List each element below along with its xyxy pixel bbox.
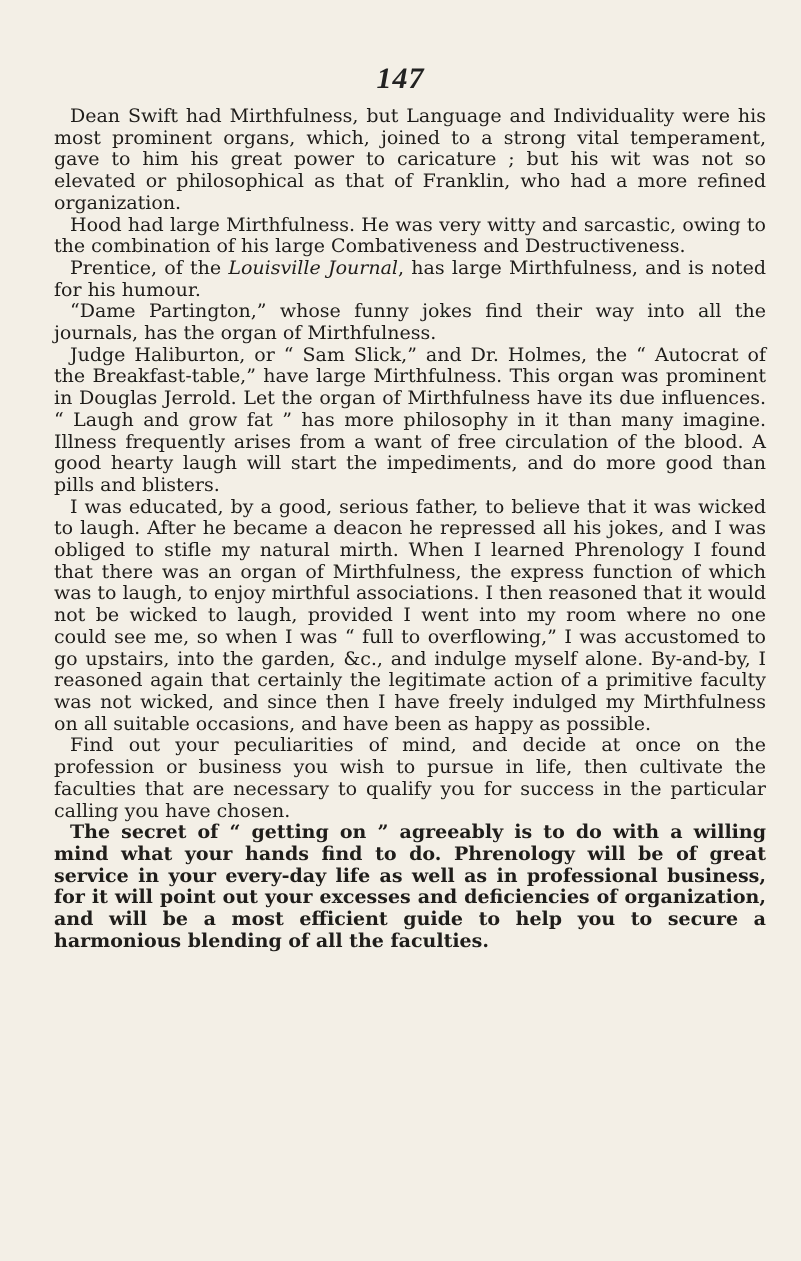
- prentice-after: , has large Mirthfulness, and is noted for his humour.: [54, 256, 766, 301]
- paragraph-swift: Dean Swift had Mirthfulness, but Language and Individuality were his most prominent organs, which, joined to a strong vital temperament, gave to him his great power to caricature ; but his wit was not so elevated or philosophical as that of Franklin, who had a more refined organization.: [54, 105, 766, 214]
- paragraph-educated: I was educated, by a good, serious father, to believe that it was wicked to laugh. After he became a deacon he repressed all his jokes, and I was obliged to stifle my natural mirth. When I learned Phrenology I found that there was an organ of Mirthfulness, the express function of which was to laugh, to enjoy mirthful associations. I then reasoned that it would not be wicked to laugh, provided I went into my room where no one could see me, so when I was “ full to overflowing,” I was accustomed to go upstairs, into the garden, &c., and indulge myself alone. By-and-by, I reasoned again that certainly the legitimate action of a primitive faculty was not wicked, and since then I have freely indulged my Mirthfulness on all suitable occasions, and have been as happy as possible.: [54, 495, 766, 735]
- paragraph-prentice: [54, 258, 766, 301]
- paragraph-haliburton: Judge Haliburton, or “ Sam Slick,” and Dr. Holmes, the “ Autocrat of the Breakfast-table,” have large Mirthfulness. This organ was prominent in Douglas Jerrold. Let the organ of Mirthfulness have its due influences. “ Laugh and grow fat ” has more philosophy in it than many imagine. Illness frequently arises from a want of free circulation of the blood. A good hearty laugh will start the impediments, and do more good than pills and blisters.: [54, 343, 766, 496]
- paragraph-hood: Hood had large Mirthfulness. He was very witty and sarcastic, owing to the combination of his large Combativeness and Destructiveness.: [54, 213, 766, 258]
- paragraph-getting-on: The secret of “ getting on ” agreeably is to do with a willing mind what your hands find to do. Phrenology will be of great service in your every-day life as well as in professional business, for it will point out your excesses and deficiencies of organization, and will be a most efficient guide to help you to secure a harmonious blending of all the faculties.: [54, 821, 766, 952]
- prentice-before: Prentice, of the: [70, 256, 229, 279]
- page-number: 147: [376, 62, 425, 95]
- body-text: [54, 106, 766, 952]
- paragraph-peculiarities: Find out your peculiarities of mind, and decide at once on the profession or business you wish to pursue in life, then cultivate the faculties that are necessary to qualify you for success in the particular calling you have chosen.: [54, 734, 766, 822]
- paragraph-partington: “Dame Partington,” whose funny jokes find their way into all the journals, has the organ of Mirthfulness.: [54, 300, 766, 345]
- louisville-journal-title: Louisville Journal: [228, 256, 398, 279]
